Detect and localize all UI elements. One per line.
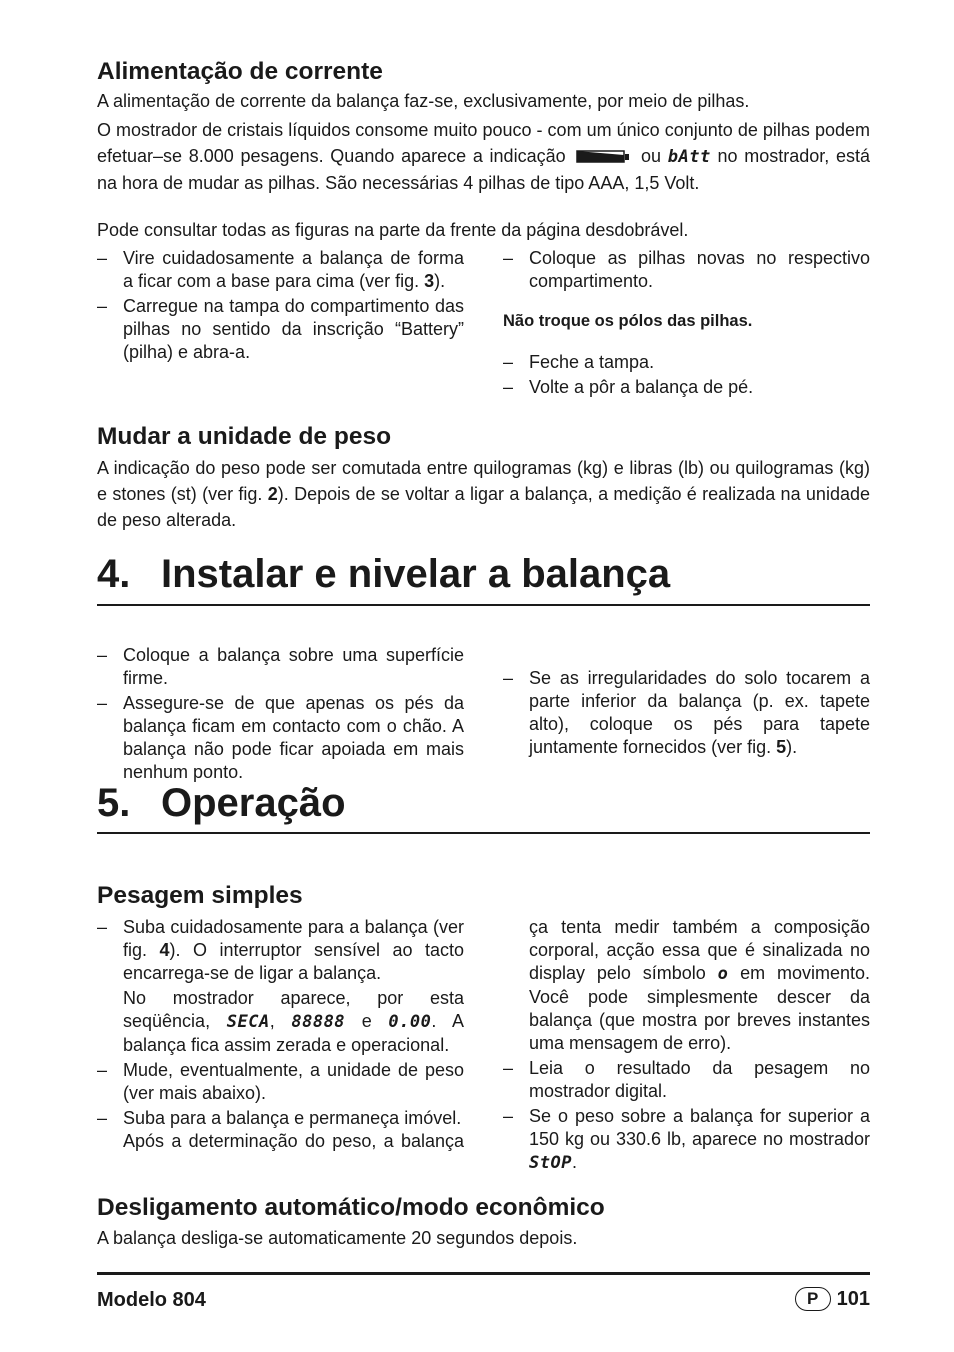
list-item (97, 644, 464, 690)
list-dash: – (503, 1106, 514, 1126)
power-paragraph-2 (97, 117, 870, 196)
continuation-text-end: . A balança fica assim zerada e operacional. (123, 1011, 464, 1055)
continuation-text: No mostrador aparece, por esta seqüência, (123, 988, 464, 1031)
list-dash: – (503, 352, 514, 372)
unit-paragraph (97, 455, 870, 533)
list-item-continuation (97, 987, 464, 1057)
separator: e (361, 1011, 372, 1031)
power-left-column (97, 247, 464, 364)
figure-reference: 5 (776, 737, 787, 757)
body-composition-symbol-icon: o (717, 964, 729, 984)
list-item (503, 667, 870, 759)
page-number: 101 (836, 1287, 870, 1310)
chapter-number: 4. (97, 552, 131, 596)
chapter-title: Operação (161, 781, 346, 825)
chapter-4-left-column (97, 644, 464, 784)
power-paragraph-2-text-a: O mostrador de cristais líquidos consome muito pouco - com um único conjunto de pilhas podem efetuar–se 8.000 pesagens. Quando aparece a indicação (97, 120, 870, 166)
footer-rule (97, 1272, 870, 1275)
list-dash: – (97, 248, 108, 268)
list-item-text: Leia o resultado da pesagem no mostrador digital. (529, 1058, 870, 1101)
section-title-weigh: Pesagem simples (97, 882, 303, 909)
lcd-seca-display: SECA (226, 1012, 270, 1032)
chapter-5-rule (97, 832, 870, 834)
power-paragraph-1: A alimentação de corrente da balança faz-se, exclusivamente, por meio de pilhas. (97, 91, 750, 111)
list-dash: – (503, 1058, 514, 1078)
list-dash: – (97, 645, 108, 665)
list-item-text: Assegure-se de que apenas os pés da balança ficam em contacto com o chão. A balança não pode ficar apoiada em mais nenhum ponto. (123, 693, 464, 782)
continuation-text: Após a determinação do peso, a balança (123, 1131, 464, 1151)
polarity-warning: Não troque os pólos das pilhas. (503, 312, 753, 330)
unit-paragraph-text-b: ). Depois de se voltar a ligar a balança, a medição é realizada na unidade de peso alterada. (97, 484, 870, 530)
weigh-right-column (503, 916, 870, 1175)
weigh-left-column (97, 916, 464, 1153)
power-paragraph-2-text-b: no mostrador, está na hora de mudar as pilhas. São necessárias 4 pilhas de tipo AAA, 1,5 Volt. (97, 146, 870, 193)
list-item-text-end: ). O interruptor sensível ao tacto encarrega-se de ligar a balança. (123, 940, 465, 983)
list-item (97, 916, 464, 985)
list-dash: – (503, 377, 514, 397)
chapter-4-right-column (503, 667, 870, 759)
list-dash: – (97, 693, 108, 713)
list-item-continuation (97, 1130, 464, 1153)
language-badge: P (795, 1287, 831, 1311)
lcd-zero-display: 0.00 (388, 1012, 432, 1032)
list-item-text: Carregue na tampa do compartimento das pilhas no sentido da inscrição “Battery” (pilha) e abra-a. (123, 296, 464, 362)
figure-reference: 2 (267, 484, 278, 504)
list-item-text: Feche a tampa. (529, 352, 655, 372)
list-item (503, 351, 870, 374)
auto-off-paragraph: A balança desliga-se automaticamente 20 segundos depois. (97, 1228, 578, 1248)
list-item-text: Se o peso sobre a balança for superior a 150 kg ou 330.6 lb, aparece no mostrador (529, 1106, 870, 1149)
lcd-batt-display: bAtt (667, 147, 711, 167)
list-item (97, 247, 464, 293)
list-dash: – (97, 1060, 108, 1080)
continuation-text: ça tenta medir também a composição corporal, acção essa que é sinalizada no display pelo símbolo (529, 917, 870, 983)
list-item (97, 1059, 464, 1105)
power-paragraph-2-or: ou (641, 146, 662, 166)
list-dash: – (97, 917, 108, 937)
list-item (503, 1057, 870, 1103)
list-item-text: Vire cuidadosamente a balança de forma a ficar com a base para cima (ver fig. (123, 248, 464, 291)
list-dash: – (503, 248, 514, 268)
chapter-4-rule (97, 604, 870, 606)
list-item (97, 295, 464, 364)
lcd-stop-display: StOP (529, 1153, 572, 1173)
list-item-continuation (503, 916, 870, 1055)
separator: , (269, 1011, 275, 1031)
list-item-text: Se as irregularidades do solo tocarem a parte inferior da balança (p. ex. tapete alto), coloque os pés para tapete juntamente fornecidos (ver fig. (529, 668, 870, 757)
list-item-text: Mude, eventualmente, a unidade de peso (ver mais abaixo). (123, 1060, 464, 1103)
footer-page-info (795, 1287, 870, 1311)
list-item-text: Volte a pôr a balança de pé. (529, 377, 754, 397)
list-item (503, 1105, 870, 1175)
list-item-text: Coloque as pilhas novas no respectivo compartimento. (529, 248, 870, 291)
chapter-number: 5. (97, 781, 131, 825)
chapter-4-heading (97, 551, 670, 597)
section-title-power: Alimentação de corrente (97, 58, 383, 85)
list-dash: – (503, 668, 514, 688)
list-item-text: Suba cuidadosamente para a balança (ver fig. (123, 917, 464, 960)
list-item-text: Coloque a balança sobre uma superfície firme. (123, 645, 464, 688)
list-item (503, 247, 870, 293)
list-item (97, 692, 464, 784)
chapter-title: Instalar e nivelar a balança (161, 552, 671, 596)
battery-low-icon (576, 149, 630, 164)
lcd-segment-test-display: 88888 (291, 1012, 346, 1032)
footer-model: Modelo 804 (97, 1289, 206, 1311)
figure-reference: 3 (424, 271, 435, 291)
section-title-auto-off: Desligamento automático/modo econômico (97, 1194, 605, 1221)
list-item (503, 376, 870, 399)
figure-reference: 4 (159, 940, 170, 960)
list-item-text-end: ). (786, 737, 798, 757)
power-right-column (503, 247, 870, 399)
section-title-unit: Mudar a unidade de peso (97, 423, 392, 450)
unit-paragraph-text-a: A indicação do peso pode ser comutada entre quilogramas (kg) e libras (lb) ou quilogramas (kg) e stones (st) (ver fig. (97, 458, 870, 504)
list-dash: – (97, 1108, 108, 1128)
power-paragraph-3: Pode consultar todas as figuras na parte da frente da página desdobrável. (97, 220, 689, 240)
list-dash: – (97, 296, 108, 316)
list-item-text-end: . (571, 1152, 577, 1172)
list-item-text-end: ). (434, 271, 446, 291)
list-item (97, 1107, 464, 1130)
chapter-5-heading (97, 780, 346, 826)
continuation-text-end: em movimento. Você pode simplesmente descer da balança (que mostra por breves instantes uma mensagem de erro). (529, 963, 870, 1053)
list-item-text: Suba para a balança e permaneça imóvel. (123, 1108, 462, 1128)
